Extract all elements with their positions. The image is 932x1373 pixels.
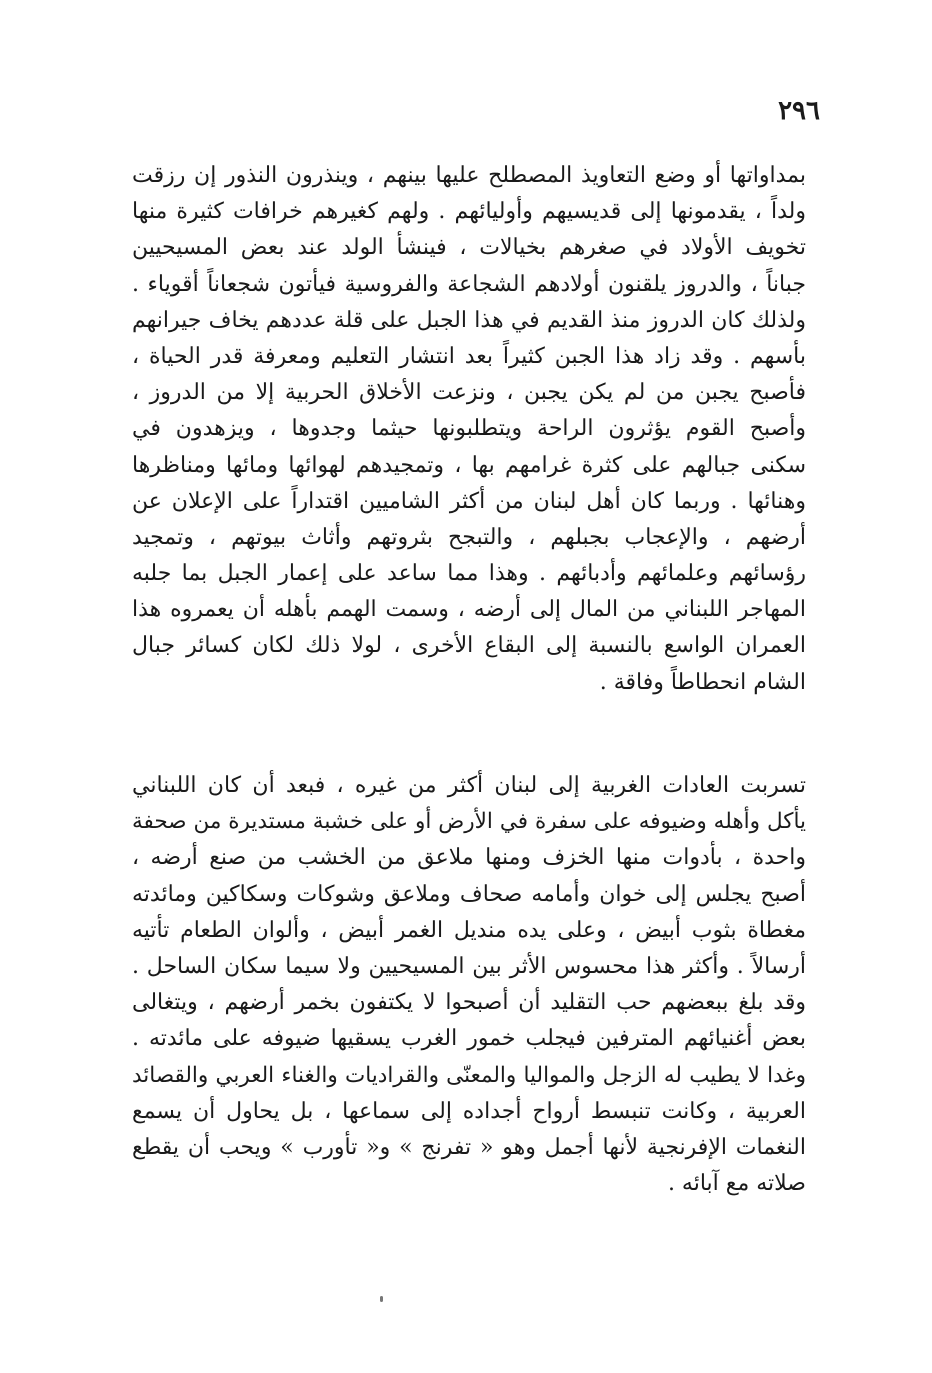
text-line: النغمات الإفرنجية لأنها أجمل وهو « تفرنج » و« تأورب » ويحب أن يقطع xyxy=(132,1134,806,1160)
text-line: ولداً ، يقدمونها إلى قديسيهم وأوليائهم . ولهم كغيرهم خرافات كثيرة منها xyxy=(132,199,806,225)
paragraph-2 xyxy=(132,768,806,1202)
text-line: أرضهم ، والإعجاب بجبلهم ، والتبجح بثروتهم وأثاث بيوتهم ، وتمجيد xyxy=(132,524,806,550)
text-line: بعض أغنيائهم المترفين فيجلب خمور الغرب يسقيها ضيوفه على مائدته . xyxy=(132,1026,806,1052)
text-line: واحدة ، بأدوات منها الخزف ومنها ملاعق من الخشب من صنع أرضه ، xyxy=(132,845,806,871)
text-line: الشام انحطاطاً وفاقة . xyxy=(599,669,806,695)
text-line: رؤسائهم وعلمائهم وأدبائهم . وهذا مما ساعد على إعمار الجبل بما جلبه xyxy=(132,561,806,587)
text-line: بأسهم . وقد زاد هذا الجبن كثيراً بعد انتشار التعليم ومعرفة قدر الحياة ، xyxy=(132,343,806,369)
text-line: سكنى جبالهم على كثرة غرامهم بها ، وتمجيدهم لهوائها ومائها ومناظرها xyxy=(132,452,806,478)
text-line: جباناً ، والدروز يلقنون أولادهم الشجاعة والفروسية فيأتون شجعاناً أقوياء . xyxy=(132,271,806,297)
ink-speck xyxy=(380,1296,383,1302)
text-line: فأصبح يجبن من لم يكن يجبن ، ونزعت الأخلاق الحربية إلا من الدروز ، xyxy=(132,380,806,406)
text-line: صلاته مع آبائه . xyxy=(667,1171,806,1197)
text-line: مغطاة بثوب أبيض ، وعلى يده منديل الغمر أبيض ، وألوان الطعام تأتيه xyxy=(132,917,806,943)
text-line: تخويف الأولاد في صغرهم بخيالات ، فينشأ الولد عند بعض المسيحيين xyxy=(132,235,806,261)
page-number: ٢٩٦ xyxy=(778,96,820,126)
text-line: العربية ، وكانت تنبسط أرواح أجداده إلى سماعها ، بل يحاول أن يسمع xyxy=(132,1098,806,1124)
text-line: وغدا لا يطيب له الزجل والمواليا والمعنّى والقراديات والغناء العربي والقصائد xyxy=(132,1062,806,1088)
text-line: ولذلك كان الدروز منذ القديم في هذا الجبل على قلة عددهم يخاف جيرانهم xyxy=(132,307,806,333)
text-line: يأكل وأهله وضيوفه على سفرة في الأرض أو على خشبة مستديرة من صحفة xyxy=(132,809,806,835)
paragraph-1 xyxy=(132,158,806,701)
text-line: المهاجر اللبناني من المال إلى أرضه ، وسمت الهمم بأهله أن يعمروه هذا xyxy=(132,597,806,623)
text-line: أصبح يجلس إلى خوان وأمامه صحاف وملاعق وشوكات وسكاكين ومائدته xyxy=(132,881,806,907)
text-line: بمداواتها أو وضع التعاويذ المصطلح عليها بينهم ، وينذرون النذور إن رزقت xyxy=(132,163,806,188)
text-line: أرسالاً . وأكثر هذا محسوس الأثر بين المسيحيين ولا سيما سكان الساحل . xyxy=(132,953,806,979)
text-line: وهنائها . وربما كان أهل لبنان من أكثر الشاميين اقتداراً على الإعلان عن xyxy=(132,488,806,514)
text-line: تسربت العادات الغربية إلى لبنان أكثر من غيره ، فبعد أن كان اللبناني xyxy=(132,773,806,798)
text-line: العمران الواسع بالنسبة إلى البقاع الأخرى ، لولا ذلك لكان كسائر جبال xyxy=(132,633,806,659)
text-line: وأصبح القوم يؤثرون الراحة ويتطلبونها حيثما وجدوها ، ويزهدون في xyxy=(132,416,806,442)
text-line: وقد بلغ ببعضهم حب التقليد أن أصبحوا لا يكتفون بخمر أرضهم ، ويتغالى xyxy=(132,990,806,1016)
